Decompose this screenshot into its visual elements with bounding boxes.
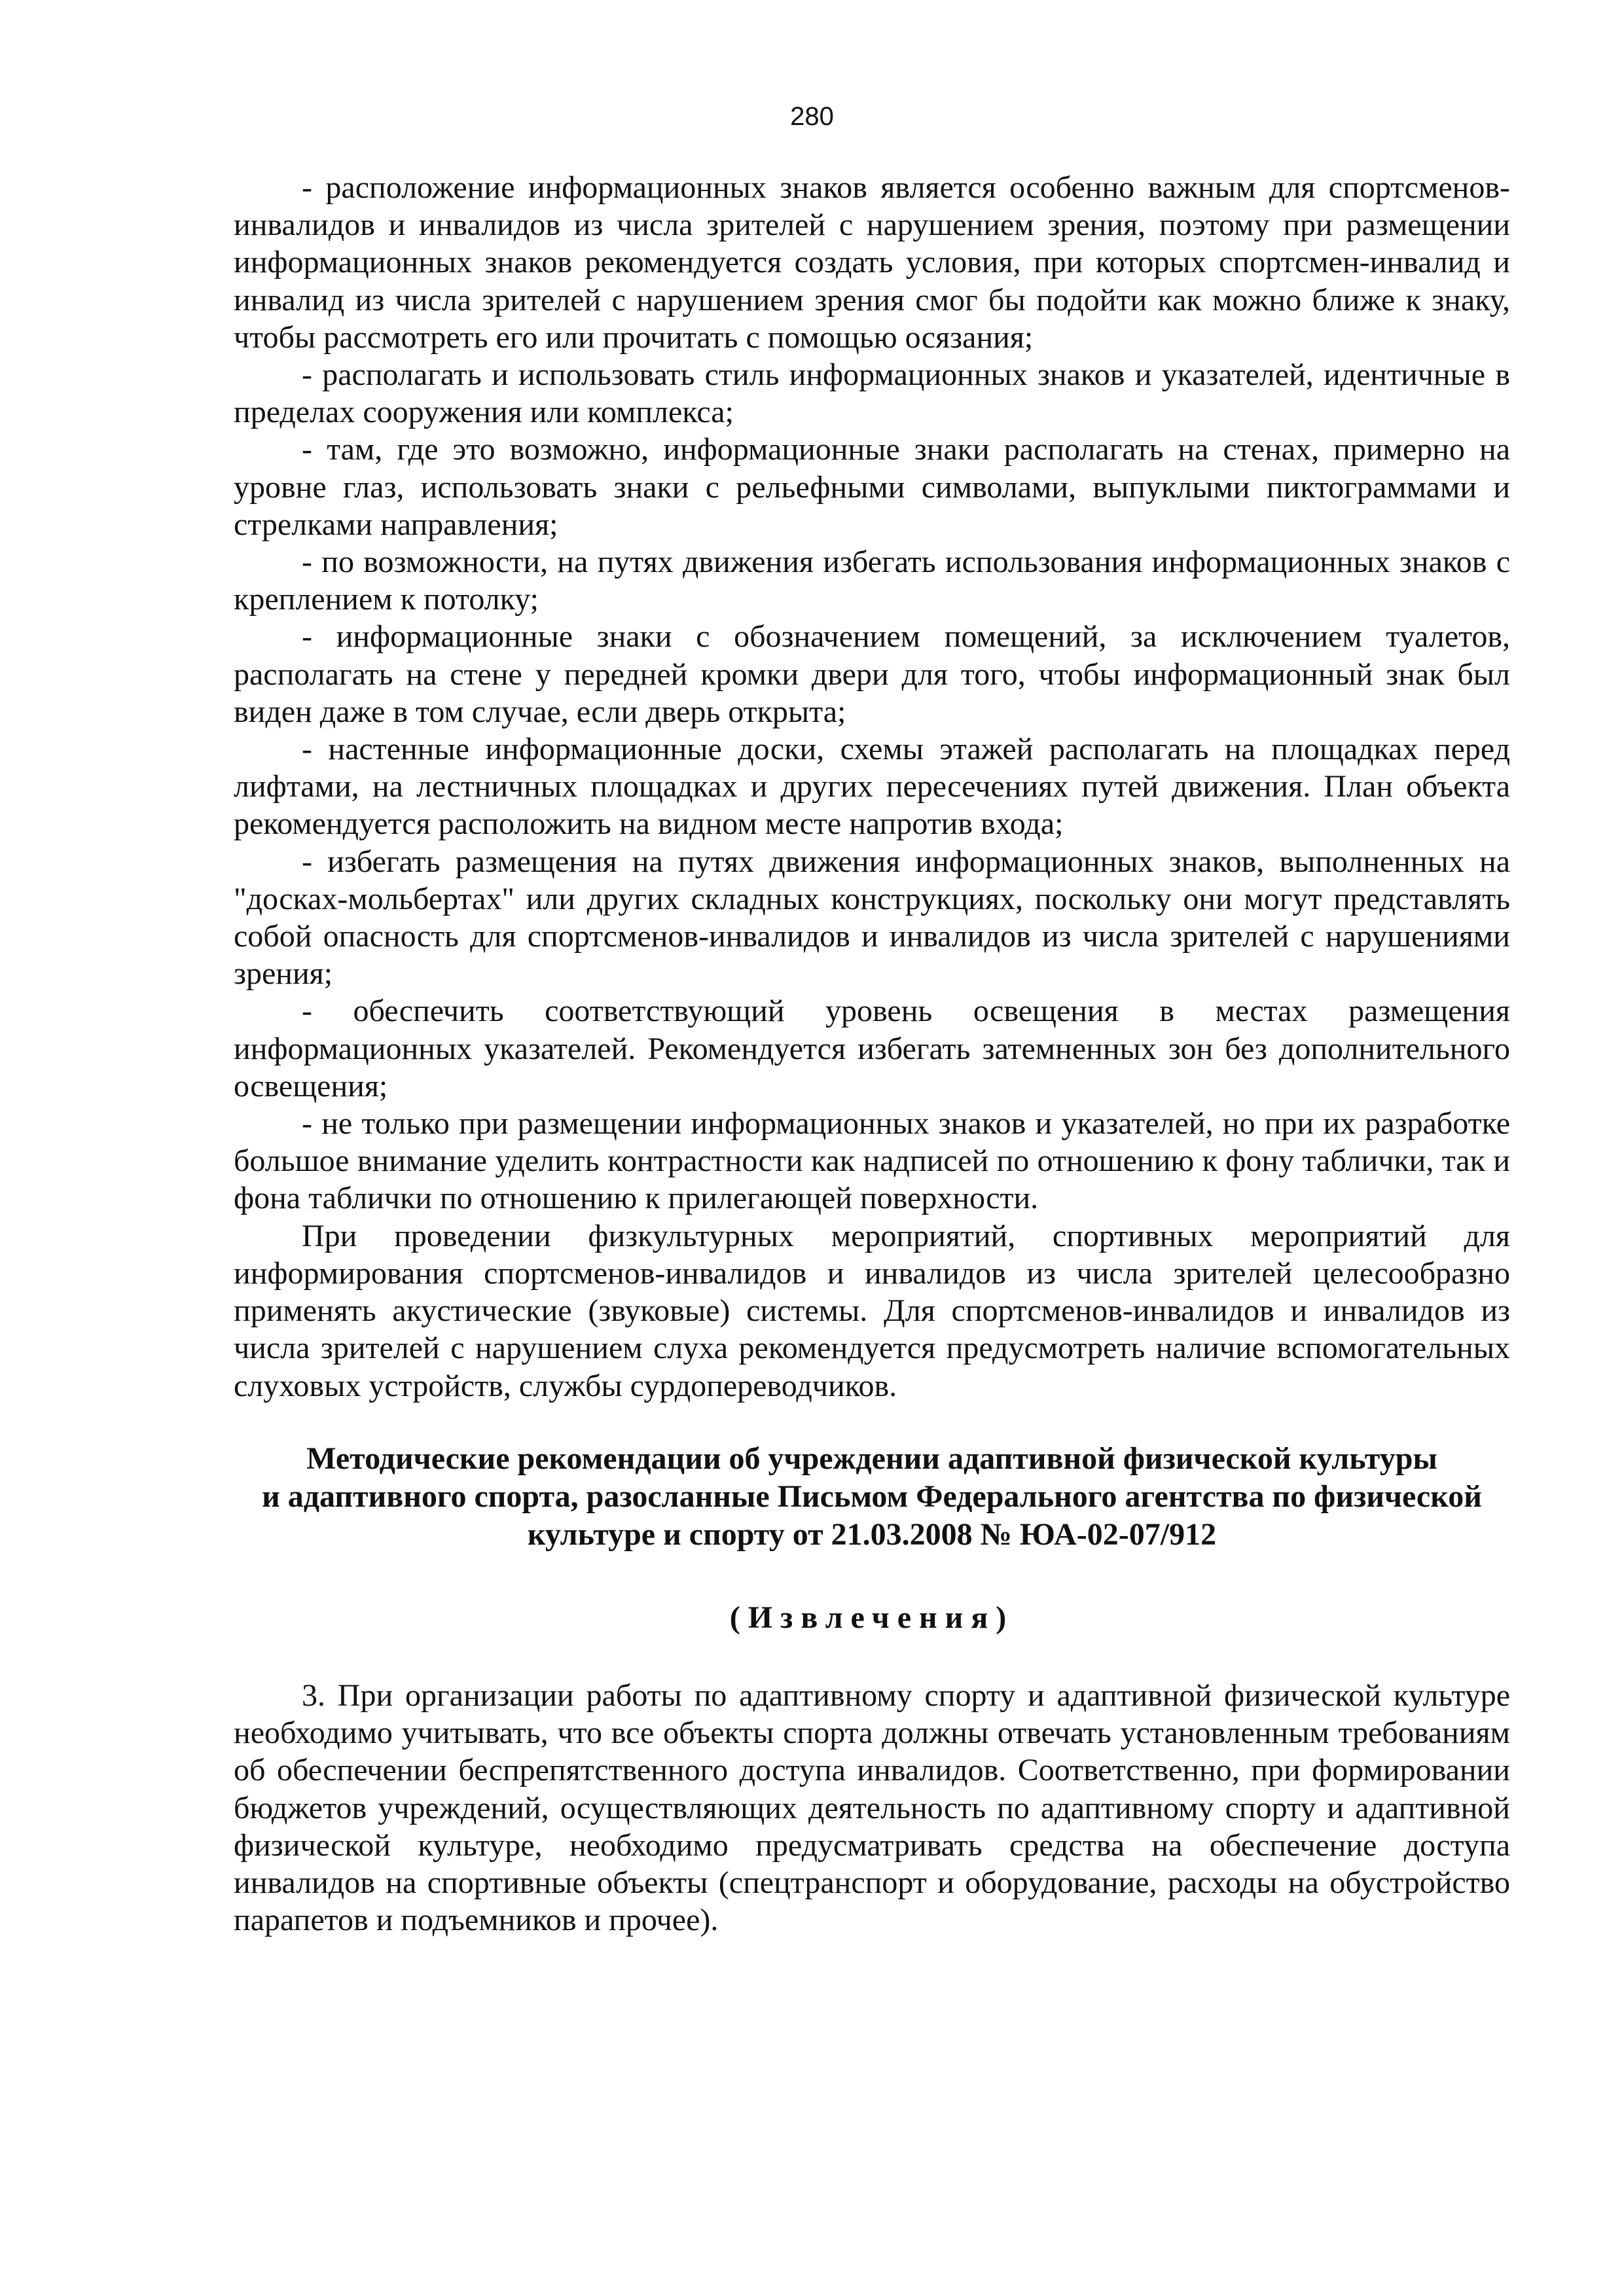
paragraph-easel-signs: - избегать размещения на путях движения информационных знаков, выполненных на "досках-мольбертах" или других складных конструкциях, поскольку они могут представлять собой опасность для спортсменов-инвалидов и инвалидов из числа зрителей с нарушениями зрения; (234, 844, 1510, 992)
page-number: 280 (790, 102, 834, 131)
paragraph-room-signs: - информационные знаки с обозначением помещений, за исключением туалетов, располагать на стене у передней кромки двери для того, чтобы информационный знак был виден даже в том случае, если дверь открыта; (234, 619, 1510, 729)
document-heading (234, 1440, 1510, 1554)
heading-line-1: Методические рекомендации об учреждении адаптивной физической культуры (306, 1441, 1437, 1476)
paragraph-contrast: - не только при размещении информационных знаков и указателей, но при их разработке большое внимание уделить контрастности как надписей по отношению к фону таблички, так и фона таблички по отношению к прилегающей поверхности. (234, 1106, 1510, 1216)
paragraph-lighting: - обеспечить соответствующий уровень освещения в местах размещения информационных указателей. Рекомендуется избегать затемненных зон без дополнительного освещения; (234, 994, 1510, 1103)
paragraph-info-boards: - настенные информационные доски, схемы этажей располагать на площадках перед лифтами, на лестничных площадках и других пересечениях путей движения. План объекта рекомендуется расположить на видном месте напротив входа; (234, 732, 1510, 842)
body-text-section (234, 169, 1510, 1405)
subheading-extracts: (Извлечения) (729, 1600, 1015, 1635)
heading-line-3: культуре и спорту от 21.03.2008 № ЮА-02-07/912 (527, 1517, 1217, 1552)
paragraph-organization-work: 3. При организации работы по адаптивному спорту и адаптивной физической культуре необходимо учитывать, что все объекты спорта должны отвечать установленным требованиям об обеспечении беспрепятственного доступа инвалидов. Соответственно, при формировании бюджетов учреждений, осуществляющих деятельность по адаптивному спорту и адаптивной физической культуре, необходимо предусматривать средства на обеспечение доступа инвалидов на спортивные объекты (спецтранспорт и оборудование, расходы на обустройство парапетов и подъемников и прочее). (234, 1678, 1510, 1938)
paragraph-signs-style: - располагать и использовать стиль информационных знаков и указателей, идентичные в пределах сооружения или комплекса; (234, 357, 1510, 430)
paragraph-signs-on-walls: - там, где это возможно, информационные знаки располагать на стенах, примерно на уровне глаз, использовать знаки с рельефными символами, выпуклыми пиктограммами и стрелками направления; (234, 432, 1510, 542)
heading-line-2: и адаптивного спорта, разосланные Письмом Федерального агентства по физической (262, 1479, 1482, 1514)
paragraph-acoustic-systems: При проведении физкультурных мероприятий, спортивных мероприятий для информирования спортсменов-инвалидов и инвалидов из числа зрителей целесообразно применять акустические (звуковые) системы. Для спортсменов-инвалидов и инвалидов из числа зрителей с нарушением слуха рекомендуется предусмотреть наличие вспомогательных слуховых устройств, службы сурдопереводчиков. (234, 1218, 1510, 1403)
body-text-section-2 (234, 1677, 1510, 1939)
paragraph-signs-placement: - расположение информационных знаков является особенно важным для спортсменов-инвалидов и инвалидов из числа зрителей с нарушением зрения, поэтому при размещении информационных знаков рекомендуется создать условия, при которых спортсмен-инвалид и инвалид из числа зрителей с нарушением зрения смог бы подойти как можно ближе к знаку, чтобы рассмотреть его или прочитать с помощью осязания; (234, 170, 1510, 355)
paragraph-ceiling-signs: - по возможности, на путях движения избегать использования информационных знаков с креплением к потолку; (234, 545, 1510, 617)
